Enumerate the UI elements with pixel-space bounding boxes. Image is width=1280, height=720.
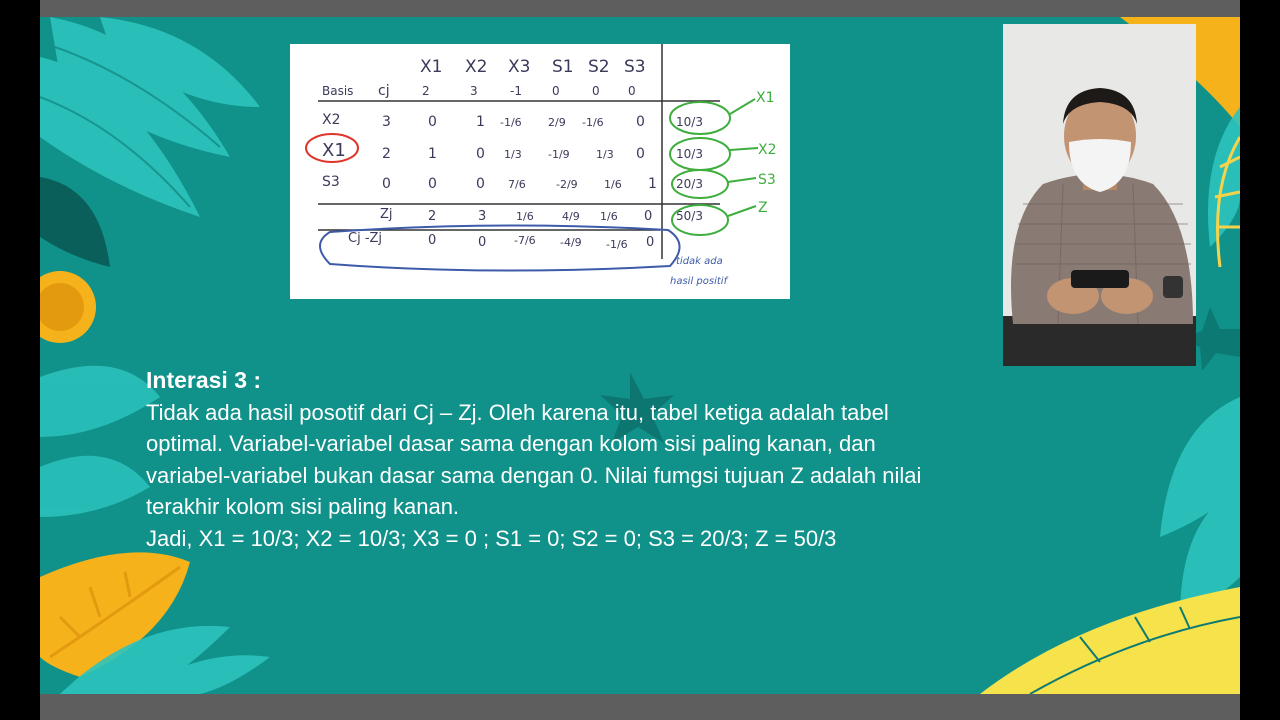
cjzj-value: -1/6 [606, 238, 628, 251]
col-header: S1 [552, 57, 574, 77]
cj-value: 2 [422, 84, 430, 98]
cell: 1/3 [596, 148, 614, 161]
row-cj: 0 [382, 176, 391, 192]
zj-value: 3 [478, 209, 487, 224]
zj-value: 4/9 [562, 210, 580, 223]
presentation-slide [40, 17, 1240, 694]
cjzj-value: -4/9 [560, 236, 582, 249]
cell: 2/9 [548, 116, 566, 129]
cjzj-value: 0 [646, 235, 655, 250]
cj-header: cj [378, 83, 390, 99]
zj-value: 2 [428, 209, 437, 224]
simplex-table-image [290, 44, 790, 299]
cj-value: 0 [552, 84, 560, 98]
cj-value: 3 [470, 84, 478, 98]
zj-value: 0 [644, 209, 653, 224]
row-basis: S3 [322, 174, 340, 190]
cj-value: -1 [510, 84, 522, 98]
col-header: X2 [465, 57, 488, 77]
col-header: S3 [624, 57, 646, 77]
row-cj: 2 [382, 146, 391, 162]
zj-label: Zj [380, 207, 393, 222]
paragraph-line: terakhir kolom sisi paling kanan. [146, 494, 460, 519]
cell: -2/9 [556, 178, 578, 191]
slide-text [146, 365, 1106, 554]
row-basis: X2 [322, 112, 341, 128]
col-header: X3 [508, 57, 531, 77]
cell: -1/6 [582, 116, 604, 129]
cj-value: 0 [628, 84, 636, 98]
zj-rhs: 50/3 [676, 209, 703, 223]
arrow-label: X1 [756, 90, 775, 106]
zj-value: 1/6 [600, 210, 618, 223]
conclusion: Jadi, X1 = 10/3; X2 = 10/3; X3 = 0 ; S1 = 0; S2 = 0; S3 = 20/3; Z = 50/3 [146, 525, 837, 551]
rhs: 20/3 [676, 177, 703, 191]
letterbox-left [0, 0, 40, 720]
cell: 1 [648, 176, 657, 192]
paragraph-line: optimal. Variabel-variabel dasar sama dengan kolom sisi paling kanan, dan [146, 431, 876, 456]
note-line: hasil positif [670, 276, 728, 287]
rhs: 10/3 [676, 147, 703, 161]
paragraph-line: Tidak ada hasil posotif dari Cj – Zj. Oleh karena itu, tabel ketiga adalah tabel [146, 399, 889, 425]
cell: -1/6 [500, 116, 522, 129]
cell: 1/3 [504, 148, 522, 161]
cell: 0 [476, 176, 485, 192]
cell: 0 [428, 176, 437, 192]
rhs: 10/3 [676, 115, 703, 129]
note-line: tidak ada [676, 256, 723, 267]
arrow-label: Z [758, 200, 768, 216]
cell: 0 [476, 146, 485, 162]
cjzj-value: 0 [428, 233, 437, 248]
col-header: X1 [420, 57, 443, 77]
cjzj-value: 0 [478, 235, 487, 250]
cell: 0 [636, 146, 645, 162]
cjzj-label: Cj -Zj [348, 231, 383, 246]
letterbox-right [1240, 0, 1280, 720]
cell: 7/6 [508, 178, 526, 191]
basis-header: Basis [322, 84, 354, 98]
cell: 0 [428, 114, 437, 130]
paragraph-line: variabel-variabel bukan dasar sama dengan 0. Nilai fumgsi tujuan Z adalah nilai [146, 462, 922, 488]
cell: -1/9 [548, 148, 570, 161]
row-cj: 3 [382, 114, 391, 130]
cell: 1/6 [604, 178, 622, 191]
cell: 1 [428, 146, 437, 162]
phone [1071, 270, 1129, 288]
zj-value: 1/6 [516, 210, 534, 223]
col-header: S2 [588, 57, 610, 77]
cell: 1 [476, 114, 485, 130]
cjzj-value: -7/6 [514, 234, 536, 247]
cj-value: 0 [592, 84, 600, 98]
webcam-feed [1003, 24, 1196, 366]
arrow-label: X2 [758, 142, 777, 158]
cell: 0 [636, 114, 645, 130]
row-basis: X1 [322, 140, 346, 161]
arrow-label: S3 [758, 172, 776, 188]
slide-heading: Interasi 3 : [146, 367, 262, 393]
